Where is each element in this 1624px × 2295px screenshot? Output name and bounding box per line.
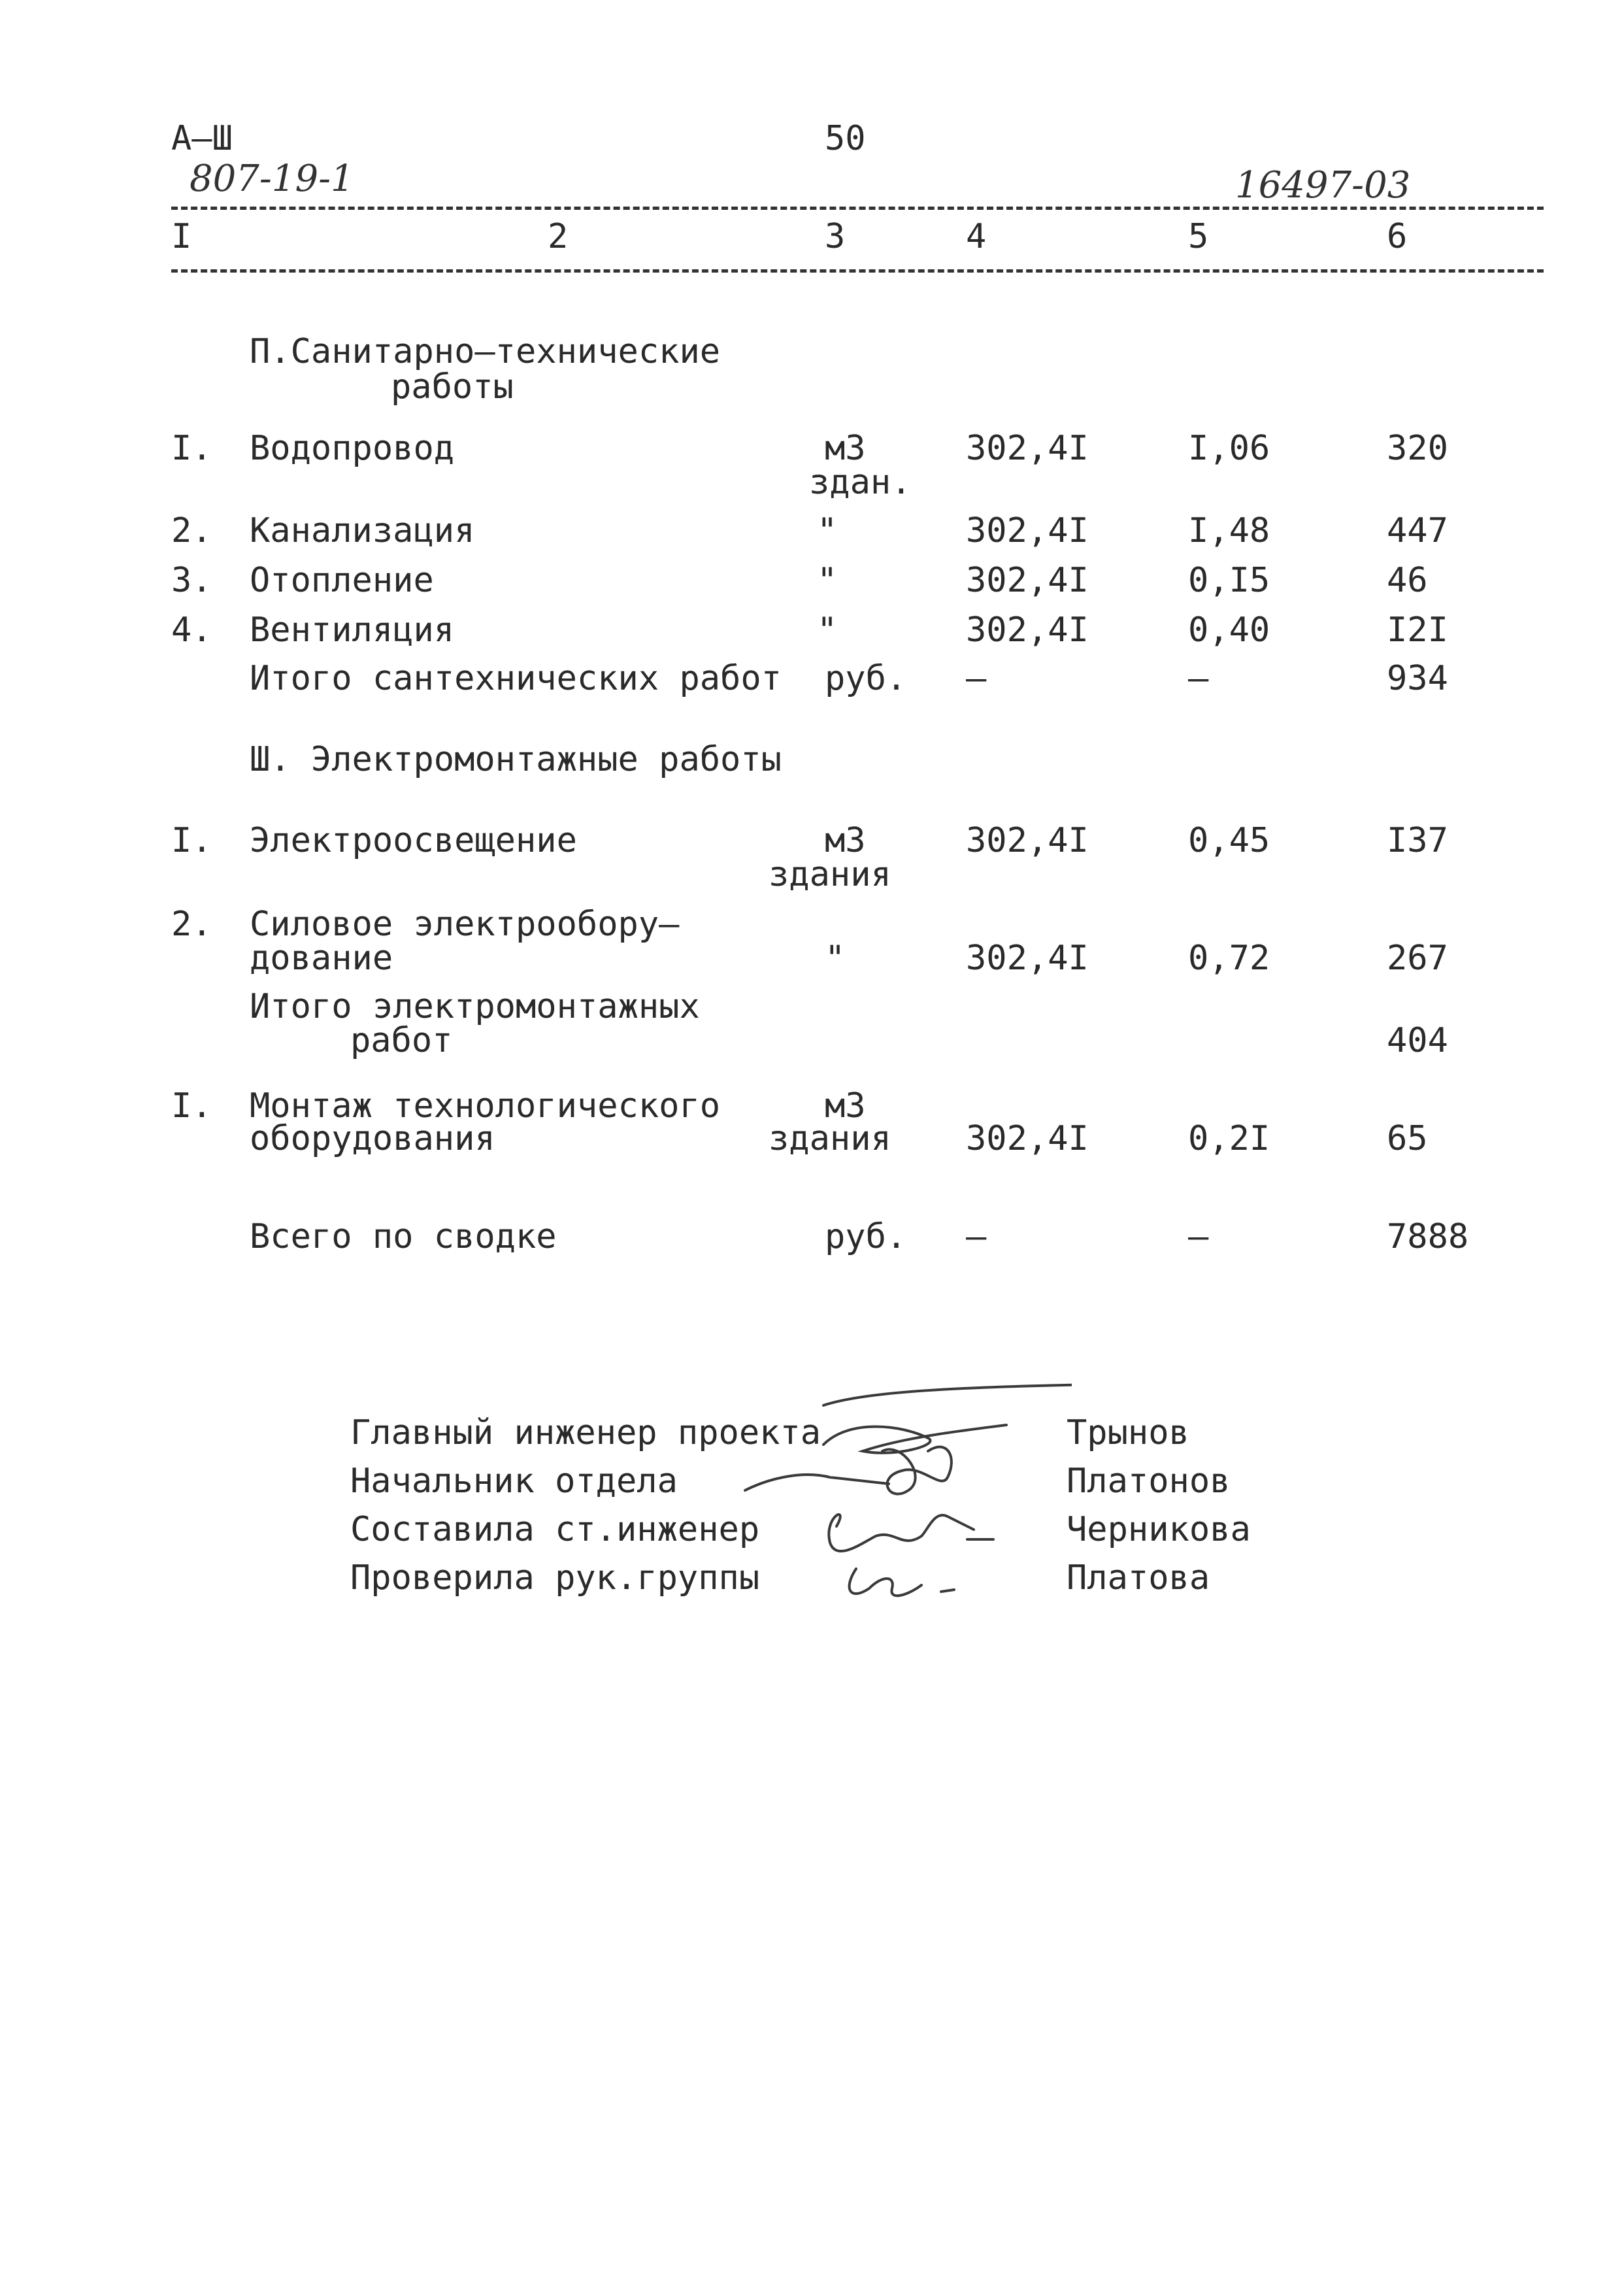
subtotal-unit: руб. — [825, 659, 907, 698]
row-total: 267 — [1387, 939, 1448, 978]
row-total: 320 — [1387, 429, 1448, 468]
row-name: Электроосвещение — [250, 821, 577, 860]
row-name: Отопление — [250, 561, 434, 600]
row-unit-line2: здания — [769, 1119, 891, 1158]
subtotal-name: Итого сантехнических работ — [250, 659, 782, 698]
row-name: Канализация — [250, 511, 475, 550]
row-rate: 0,I5 — [1188, 561, 1270, 600]
row-name-line2: оборудования — [250, 1119, 495, 1158]
signature-role: Проверила рук.группы — [350, 1558, 760, 1598]
grand-total-qty: – — [966, 1217, 987, 1256]
row-number: I. — [171, 429, 212, 468]
row-total: 447 — [1387, 511, 1448, 550]
row-unit: м3 — [825, 821, 866, 860]
row-unit: " — [825, 939, 846, 978]
col-header-6: 6 — [1387, 217, 1408, 256]
table-top-rule — [171, 207, 1544, 210]
signature-role: Составила ст.инженер — [350, 1510, 760, 1549]
row-number: 2. — [171, 905, 212, 944]
row-name: Вентиляция — [250, 611, 455, 650]
grand-total-unit: руб. — [825, 1217, 907, 1256]
row-unit: " — [817, 561, 838, 600]
row-qty: 302,4I — [966, 821, 1089, 860]
signature-name: Черникова — [1067, 1510, 1251, 1549]
subtotal-rate: – — [1188, 659, 1209, 698]
col-header-1: I — [171, 217, 192, 256]
row-rate: 0,2I — [1188, 1119, 1270, 1158]
handwritten-signatures-image — [732, 1379, 1072, 1615]
subtotal-name-line2: работ — [350, 1021, 453, 1060]
row-number: 4. — [171, 611, 212, 650]
row-name: Монтаж технологического — [250, 1086, 721, 1126]
row-qty: 302,4I — [966, 511, 1089, 550]
handwritten-doc-number-right: 16497-03 — [1235, 164, 1411, 207]
signature-name: Платова — [1067, 1558, 1210, 1598]
row-unit: " — [817, 511, 838, 550]
row-name-line2: дование — [250, 939, 393, 978]
row-rate: I,06 — [1188, 429, 1270, 468]
row-name: Водопровод — [250, 429, 455, 468]
subtotal-total: 934 — [1387, 659, 1448, 698]
grand-total-name: Всего по сводке — [250, 1217, 557, 1256]
page-number: 50 — [825, 119, 866, 158]
row-rate: 0,45 — [1188, 821, 1270, 860]
row-number: I. — [171, 1086, 212, 1126]
row-unit-line2: здания — [769, 855, 891, 894]
row-qty: 302,4I — [966, 939, 1089, 978]
row-total: 65 — [1387, 1119, 1428, 1158]
subtotal-name: Итого электромонтажных — [250, 987, 700, 1026]
col-header-2: 2 — [548, 217, 569, 256]
subtotal-total: 404 — [1387, 1021, 1448, 1060]
row-unit: м3 — [825, 429, 866, 468]
row-number: 3. — [171, 561, 212, 600]
grand-total-value: 7888 — [1387, 1217, 1469, 1256]
row-qty: 302,4I — [966, 429, 1089, 468]
col-header-4: 4 — [966, 217, 987, 256]
grand-total-rate: – — [1188, 1217, 1209, 1256]
row-number: 2. — [171, 511, 212, 550]
col-header-3: 3 — [825, 217, 846, 256]
col-header-5: 5 — [1188, 217, 1209, 256]
subtotal-qty: – — [966, 659, 987, 698]
sheet-code: А–Ш — [171, 119, 233, 158]
row-number: I. — [171, 821, 212, 860]
row-unit: м3 — [825, 1086, 866, 1126]
row-unit: " — [817, 611, 838, 650]
row-total: I2I — [1387, 611, 1448, 650]
signature-role: Главный инженер проекта — [350, 1413, 821, 1452]
signature-name: Платонов — [1067, 1462, 1231, 1501]
signature-role: Начальник отдела — [350, 1462, 678, 1501]
row-unit-line2: здан. — [809, 463, 912, 502]
section-title-electrical: Ш. Электромонтажные работы — [250, 740, 782, 779]
row-qty: 302,4I — [966, 1119, 1089, 1158]
row-rate: I,48 — [1188, 511, 1270, 550]
row-total: I37 — [1387, 821, 1448, 860]
row-rate: 0,72 — [1188, 939, 1270, 978]
section-title-sanitary-line2: работы — [391, 367, 514, 407]
handwritten-doc-number-left: 807-19-1 — [190, 158, 354, 200]
row-total: 46 — [1387, 561, 1428, 600]
table-header-rule — [171, 269, 1544, 273]
signature-name: Трынов — [1067, 1413, 1189, 1452]
row-qty: 302,4I — [966, 611, 1089, 650]
row-rate: 0,40 — [1188, 611, 1270, 650]
row-qty: 302,4I — [966, 561, 1089, 600]
row-name: Силовое электрообору– — [250, 905, 680, 944]
section-title-sanitary-line1: П.Санитарно–технические — [250, 332, 721, 371]
